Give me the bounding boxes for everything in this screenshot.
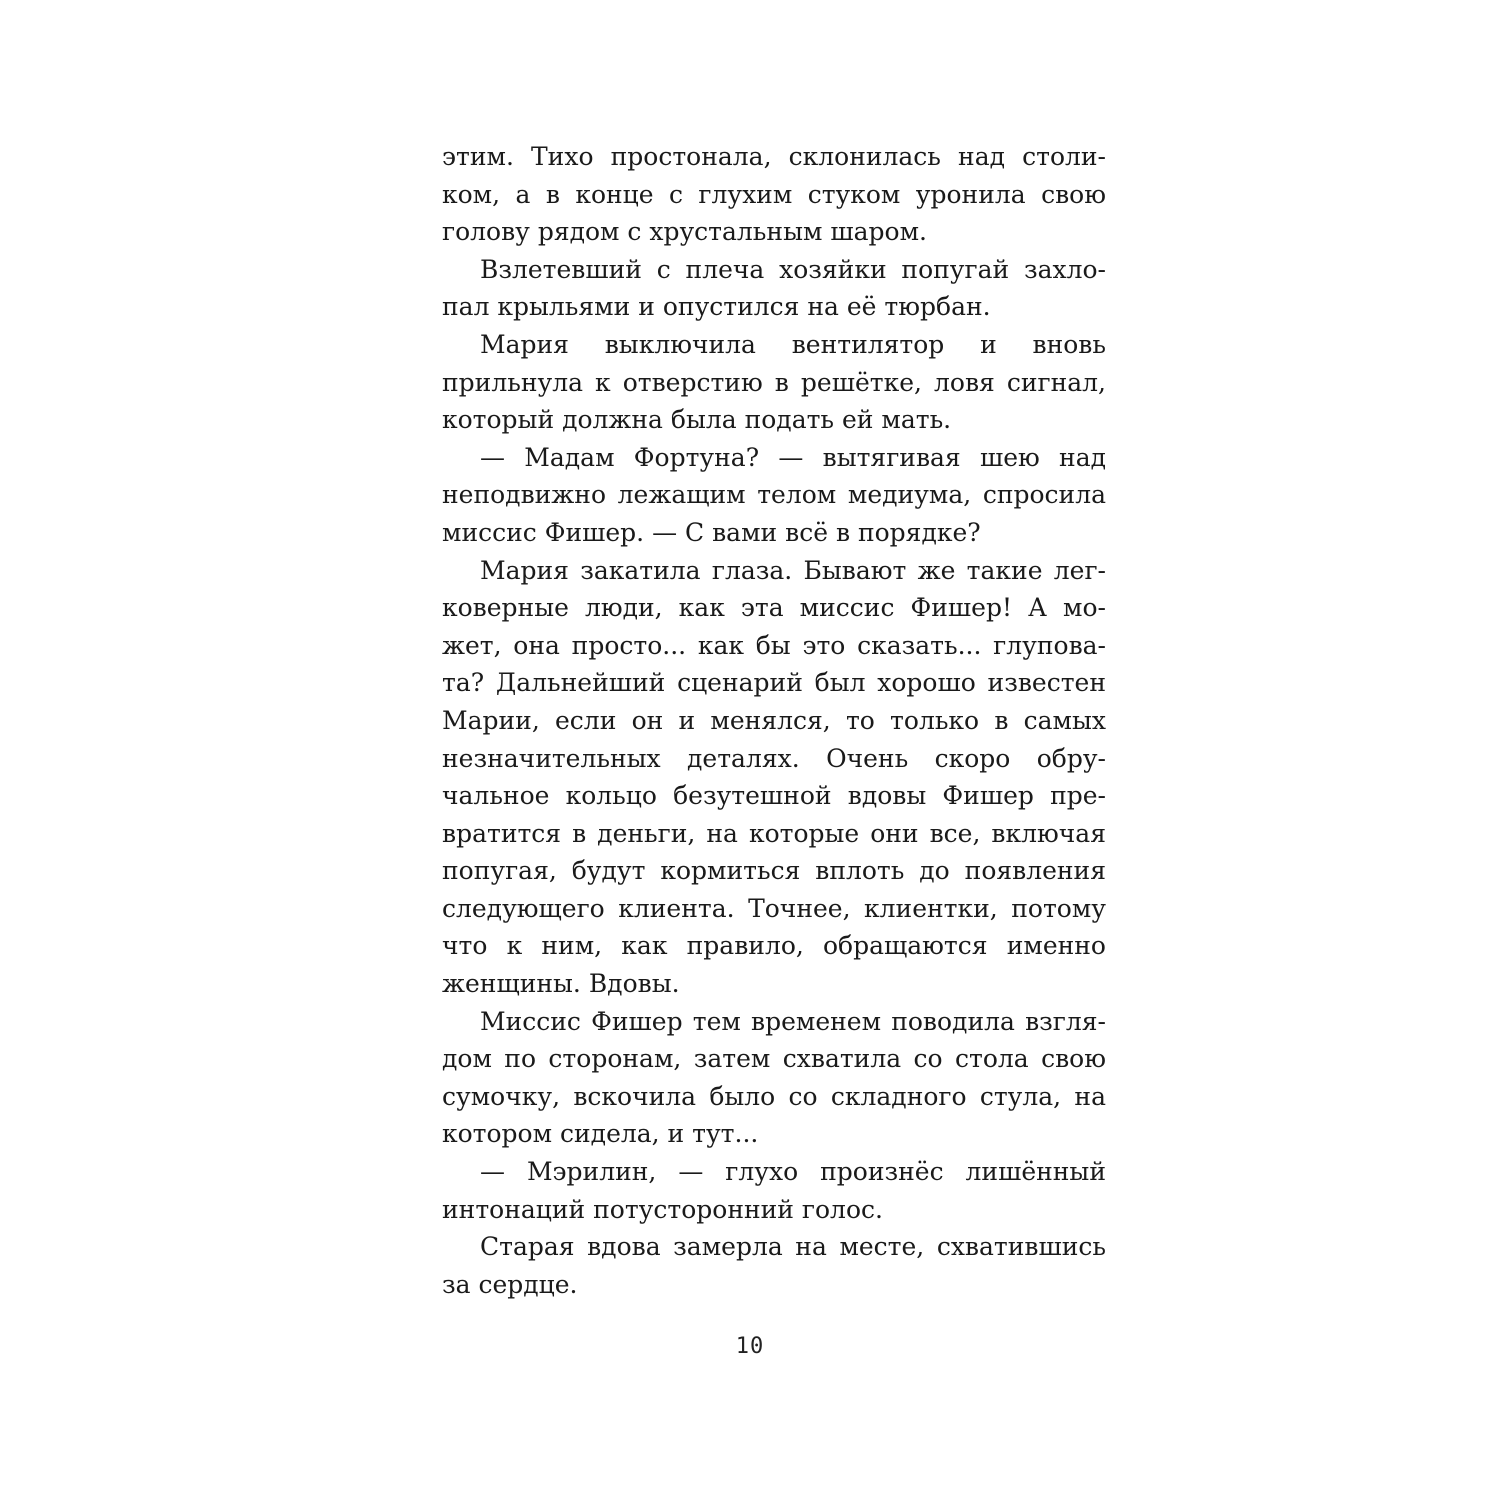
text-line: ком, а в конце с глухим стуком уронила свою	[442, 179, 1106, 209]
text-line: жет, она просто... как бы это сказать... глупова-	[442, 630, 1106, 660]
text-line: Миссис Фишер тем временем поводила взгля-	[480, 1006, 1106, 1036]
text-line: Марии, если он и менялся, то только в самых	[442, 705, 1106, 735]
page-number: 10	[735, 1334, 765, 1359]
text-line: который должна была подать ей мать.	[442, 405, 952, 435]
text-line: незначительных деталях. Очень скоро обру-	[442, 743, 1106, 773]
text-line: этим. Тихо простонала, склонилась над столи-	[442, 142, 1106, 171]
text-line: вратится в деньги, на которые они все, включая	[442, 818, 1106, 848]
text-line: сумочку, вскочила было со складного стула, на	[442, 1081, 1106, 1111]
text-line: та? Дальнейший сценарий был хорошо известен	[442, 668, 1106, 698]
text-line: — Мэрилин, — глухо произнёс лишённый	[480, 1157, 1106, 1187]
text-line: что к ним, как правило, обращаются именно	[442, 931, 1106, 961]
text-line: следующего клиента. Точнее, клиентки, потому	[442, 893, 1106, 923]
text-line: попугая, будут кормиться вплоть до появления	[442, 856, 1106, 886]
text-line: Мария выключила вентилятор и вновь	[480, 329, 1106, 359]
body-text	[442, 138, 1106, 1303]
text-line: Мария закатила глаза. Бывают же такие лег-	[480, 555, 1106, 585]
text-line: коверные люди, как эта миссис Фишер! А мо-	[442, 593, 1106, 623]
text-line: интонаций потусторонний голос.	[442, 1194, 883, 1224]
text-line: чальное кольцо безутешной вдовы Фишер пре-	[442, 781, 1106, 811]
text-line: Старая вдова замерла на месте, схватившись	[480, 1232, 1106, 1262]
text-line: неподвижно лежащим телом медиума, спросила	[442, 480, 1106, 510]
text-line: Взлетевший с плеча хозяйки попугай захло-	[480, 254, 1106, 284]
text-line: пал крыльями и опустился на её тюрбан.	[442, 292, 991, 322]
text-line: за сердце.	[442, 1269, 578, 1299]
text-line: голову рядом с хрустальным шаром.	[442, 217, 927, 247]
text-line: миссис Фишер. — С вами всё в порядке?	[442, 517, 981, 547]
text-line: женщины. Вдовы.	[442, 969, 680, 999]
text-line: дом по сторонам, затем схватила со стола свою	[442, 1044, 1106, 1074]
text-line: котором сидела, и тут...	[442, 1119, 759, 1149]
text-line: прильнула к отверстию в решётке, ловя сигнал,	[442, 367, 1106, 397]
text-line: — Мадам Фортуна? — вытягивая шею над	[480, 442, 1106, 472]
